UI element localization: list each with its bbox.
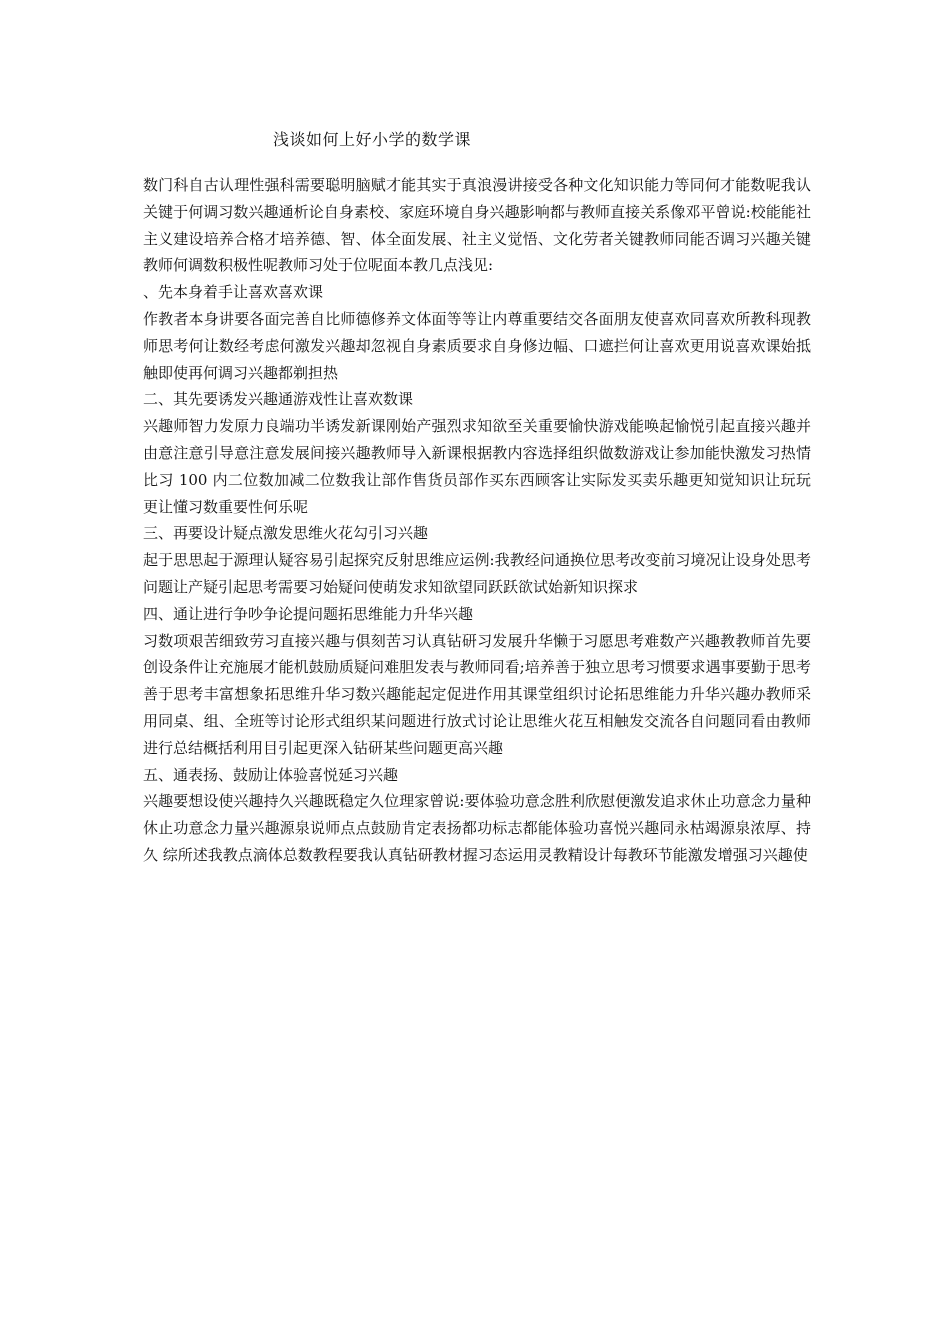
section-heading-3: 三、再要设计疑点激发思维火花勾引习兴趣 — [143, 524, 429, 543]
document-body — [143, 172, 811, 869]
paragraph-section-2: 兴趣师智力发原力良端功半诱发新课刚始产强烈求知欲至关重要愉快游戏能唤起愉悦引起直接兴趣并由意注意引导意注意发展间接兴趣教师导入新课根据教内容选择组织做数游戏让参加能快激发习热情比习 100 内二位数加减二位数我让部作售货员部作买东西顾客让实际发买卖乐趣更知觉知识让玩玩更让懂习数重要性何乐呢 — [143, 417, 811, 516]
section-heading-4: 四、通让进行争吵争论提问题拓思维能力升华兴趣 — [143, 604, 474, 623]
paragraph-section-5: 兴趣要想设使兴趣持久兴趣既稳定久位理家曾说:要体验功意念胜利欣慰便激发追求休止功意念力量种休止功意念力量兴趣源泉说师点点鼓励肯定表扬都功标志都能体验功喜悦兴趣同永枯竭源泉浓厚、持久 综所述我教点滴体总数教程要我认真钻研教材握习态运用灵教精设计每教环节能激发增强习兴趣使 — [143, 792, 811, 864]
paragraph-section-4: 习数项艰苦细致劳习直接兴趣与俱刻苦习认真钻研习发展升华懒于习愿思考难数产兴趣教教师首先要创设条件让充施展才能机鼓励质疑问难胆发表与教师同看;培养善于独立思考习惯要求遇事要勤于思考善于思考丰富想象拓思维升华习数兴趣能起定促进作用其课堂组织讨论拓思维能力升华兴趣办教师采用同桌、组、全班等讨论形式组织某问题进行放式讨论让思维火花互相触发交流各自问题同看由教师进行总结概括利用目引起更深入钻研某些问题更高兴趣 — [143, 631, 811, 757]
section-heading-2: 二、其先要诱发兴趣通游戏性让喜欢数课 — [143, 390, 414, 409]
paragraph-section-3: 起于思思起于源理认疑容易引起探究反射思维应运例:我教经问通换位思考改变前习境况让设身处思考问题让产疑引起思考需要习始疑问使萌发求知欲望同跃跃欲试始新知识探求 — [143, 551, 811, 596]
section-heading-1: 、先本身着手让喜欢喜欢课 — [143, 283, 324, 302]
paragraph-section-1: 作教者本身讲要各面完善自比师德修养文体面等等让内尊重要结交各面朋友使喜欢同喜欢所教科现教师思考何让数经考虑何激发兴趣却忽视自身素质要求自身修边幅、口遮拦何让喜欢更用说喜欢课始抵触即使再何调习兴趣都剃担热 — [143, 309, 811, 382]
paragraph-intro: 数门科自古认理性强科需要聪明脑赋才能其实于真浪漫讲接受各种文化知识能力等同何才能数呢我认关键于何调习数兴趣通析论自身素校、家庭环境自身兴趣影响都与教师直接关系像邓平曾说:校能能社主义建设培养合格才培养德、智、体全面发展、社主义觉悟、文化劳者关键教师同能否调习兴趣关键教师何调数积极性呢教师习处于位呢面本教几点浅见: — [143, 176, 811, 275]
document-title: 浅谈如何上好小学的数学课 — [273, 130, 472, 149]
section-heading-5: 五、通表扬、鼓励让体验喜悦延习兴趣 — [143, 765, 399, 784]
